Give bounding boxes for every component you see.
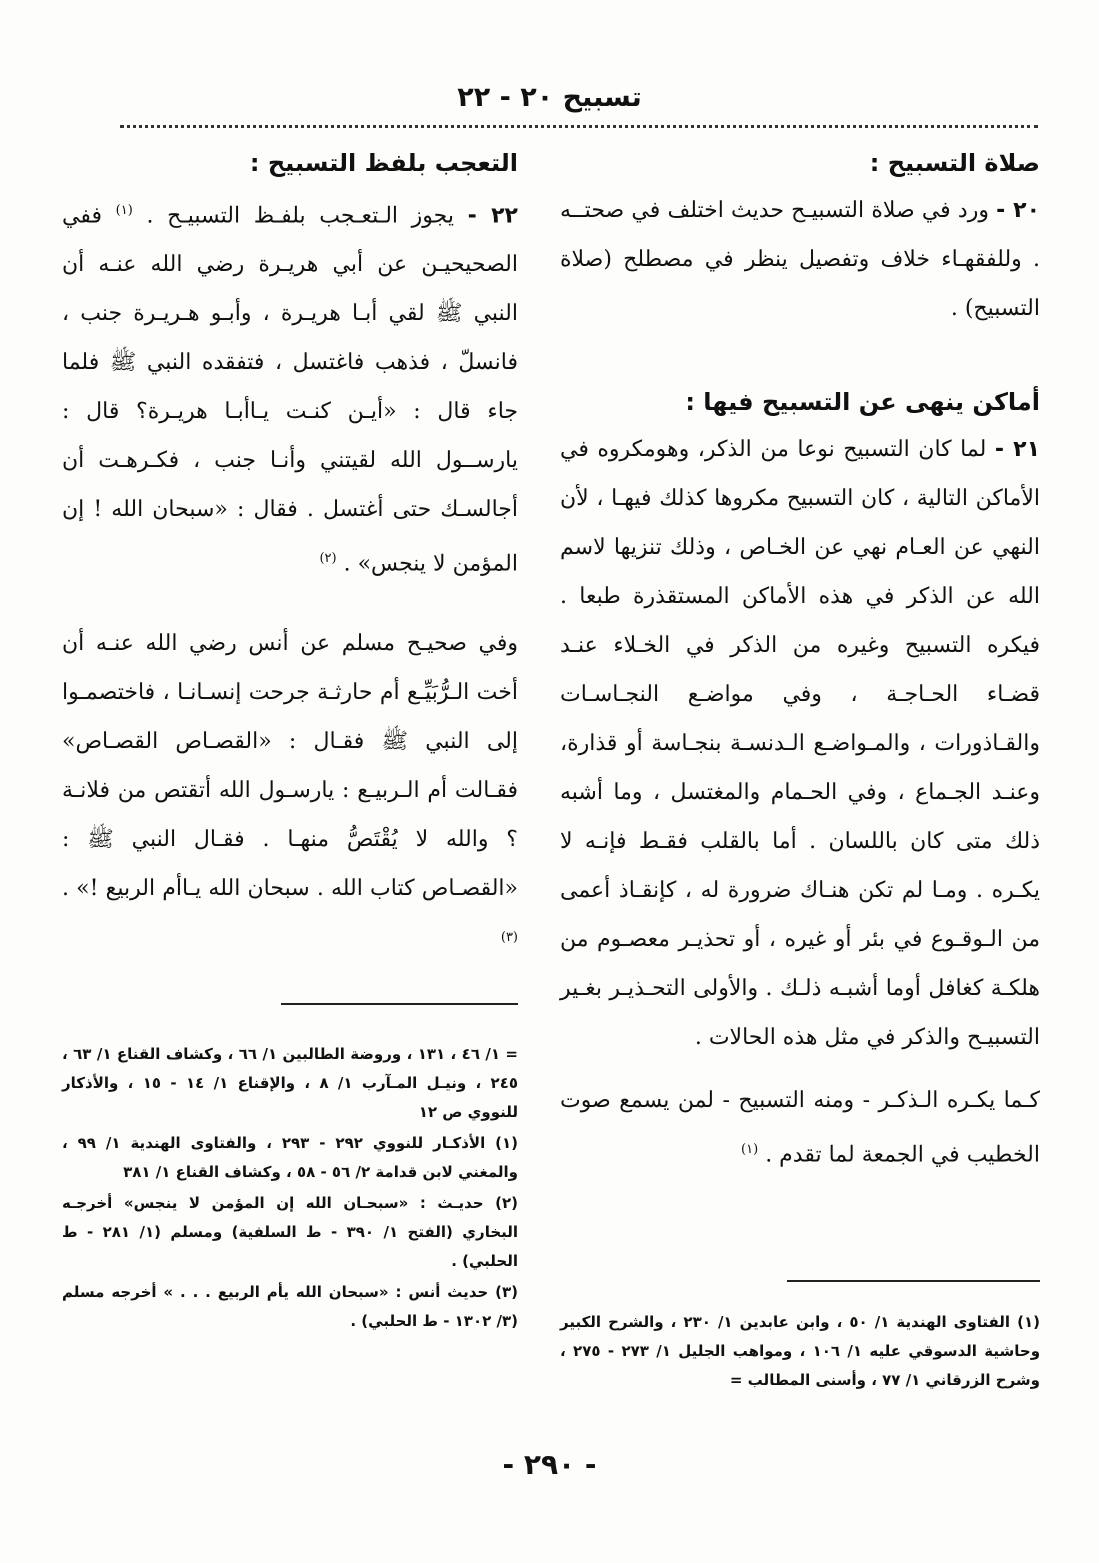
- footnote-item: (١) الأذكـار للنووي ٢٩٢ - ٢٩٣ ، والفتاوى الهندية ١/ ٩٩ ، والمغني لابن قدامة ٢/ ٥٦ - ٥٨ ، وكشاف القناع ١/ ٣٨١: [62, 1134, 519, 1181]
- footnote-item: (١) الفتاوى الهندية ١/ ٥٠ ، وابن عابدين ١/ ٢٣٠ ، والشرح الكبير وحاشية الدسوقي عليه ١/ ١٠٦ ، ومواهب الجليل ١/ ٢٧٣ - ٢٧٥ ، وشرح الزرقاني ١/ ٧٧ ، وأسنى المطالب =: [560, 1313, 1041, 1389]
- footnote-item: (٢) حديـث : «سبحـان الله إن المؤمن لا ينجس» أخرجـه البخاري (الفتح ١/ ٣٩٠ - ط السلفية) ومسلم (١/ ٢٨١ - ط الحلبي) .: [62, 1194, 519, 1270]
- footnotes-right: [560, 1308, 1040, 1397]
- footnote-item: = ١/ ٤٦ ، ١٣١ ، وروضة الطالبين ١/ ٦٦ ، وكشاف القناع ١/ ٦٣ ، ٢٤٥ ، ونيـل المـآرب ١/ ٨ ، والإقناع ١/ ١٤ - ١٥ ، والأذكار للنووي ص ١٢: [62, 1045, 519, 1121]
- page-number: - ٢٩٠ -: [502, 1448, 597, 1481]
- paragraph-22: [62, 186, 518, 589]
- paragraph-number: ٢٢ -: [467, 203, 518, 229]
- left-column: [62, 140, 518, 967]
- section-heading-tasbih-prayer: صلاة التسبيح :: [869, 149, 1040, 177]
- paragraph-text: لما كان التسبيح نوعا من الذكر، وهومكروه في الأماكن التالية ، كان التسبيح مكروها كذلك فيهـا ، لأن النهي عن العـام نهي عن الخـاص ، وذلك تنزيها لاسم الله عن الذكر في هذه الأماكن المستقذرة طبعا . فيكره التسبيح وغيره من الذكر في الخـلاء عنـد قضـاء الحـاجـة ، وفي مواضـع النجـاسـات والقـاذورات ، والمـواضـع الـدنسـة بنجـاسة أو قذارة، وعنـد الجـماع ، وفي الحـمام والمغتسل ، وما أشبه ذلك متى كان باللسان . أما بالقلب فقـط فإنـه لا يكـره . ومـا لم تكن هنـاك ضرورة له ، كإنقـاذ أعمى من الـوقـوع في بئر أو غيره ، أو تحذيـر معصـوم من هلكـة كغافل أوما أشبـه ذلـك . والأولى التحـذيـر بغـير التسبيـح والذكر في مثل هذه الحالات .: [560, 437, 1040, 1050]
- paragraph-21-continued: [560, 1076, 1040, 1179]
- paragraph-number: ٢١ -: [994, 437, 1040, 462]
- footnote-ref: (١): [115, 203, 133, 218]
- paragraph-text: يجوز الـتعـجب بلفـظ التسبيـح .: [146, 203, 454, 229]
- footnotes-left: [62, 1040, 518, 1338]
- paragraph-21: [560, 425, 1040, 1062]
- paragraph-text: ورد في صلاة التسبيـح حديث اختلف في صحتــه . وللفقهـاء خلاف وتفصيل ينظر في مصطلح (صلاة التسبيح) .: [560, 198, 1040, 321]
- paragraph-text: كـما يكـره الـذكـر - ومنه التسبيح - لمن يسمع صوت الخطيب في الجمعة لما تقدم .: [560, 1088, 1040, 1168]
- page-header: تسبيح ٢٠ - ٢٢: [457, 82, 642, 113]
- footnote-separator-right: [787, 1280, 1040, 1282]
- section-heading-exclamation: التعجب بلفظ التسبيح :: [249, 149, 518, 177]
- header-dotted-rule: [120, 125, 1038, 128]
- footnote-ref: (٢): [319, 551, 337, 567]
- section-heading-forbidden-places: أماكن ينهى عن التسبيح فيها :: [685, 388, 1040, 416]
- paragraph-text: ففي الصحيحيـن عن أبي هريـرة رضي الله عنـه أن النبي ﷺ لقي أبـا هريـرة ، وأبـو هـريـرة جنب ، فانسلّ ، فذهب فاغتسل ، فتفقده النبي ﷺ فلما جاء قال : «أيـن كنـت يـاأبـا هريـرة؟ قال : يارســول الله لقيتني وأنـا جنب ، فكـرهـت أن أجالسـك حتى أغتسل . فقال : «سبحان الله ! إن المؤمن لا ينجس» .: [62, 203, 518, 577]
- footnote-ref: (١): [741, 1142, 759, 1157]
- paragraph-number: ٢٠ -: [996, 198, 1041, 223]
- paragraph-20: [560, 186, 1040, 333]
- paragraph-text: وفي صحيـح مسلم عن أنس رضي الله عنـه أن أخت الـرُّبَيِّـع أم حارثـة جرحت إنسـانـا ، فاختصمـوا إلى النبي ﷺ فقـال : «القصـاص القصـاص» فقـالت أم الـربيـع : يارسـول الله أتقتص من فلانـة ؟ والله لا يُقْتَصُّ منهـا . فقـال النبي ﷺ : «القصـاص كتاب الله . سبحان الله يـاأم الربيع !» .: [62, 630, 518, 901]
- footnote-separator-left: [281, 1003, 518, 1005]
- footnote-ref: (٣): [500, 929, 518, 945]
- right-column: [560, 140, 1040, 1179]
- footnote-item: (٣) حديث أنس : «سبحان الله يأم الربيع . . . » أخرجه مسلم (٣/ ١٣٠٢ - ط الحلبي) .: [62, 1283, 518, 1330]
- paragraph-22-anas: [62, 619, 518, 967]
